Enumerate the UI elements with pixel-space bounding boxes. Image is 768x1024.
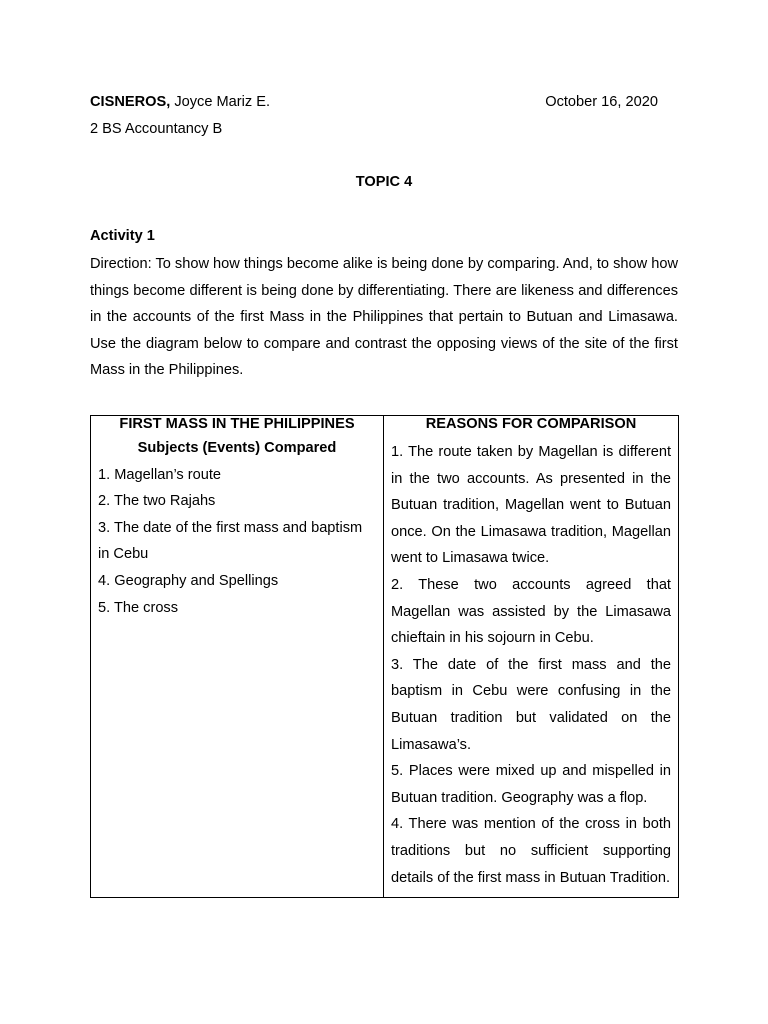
subject-item: 3. The date of the first mass and baptism in Cebu <box>98 519 363 563</box>
reason-item: 3. The date of the first mass and the baptism in Cebu were confusing in the Butuan tradition but validated on the Limasawa’s. <box>391 656 671 753</box>
subject-item: 1. Magellan’s route <box>98 466 222 483</box>
table-row <box>91 416 679 898</box>
left-column-subheader: Subjects (Events) Compared <box>137 440 337 456</box>
subject-item: 4. Geography and Spellings <box>98 572 279 589</box>
activity-direction: Direction: To show how things become alike is being done by comparing. And, to show how things become different is being done by differentiating. There are likeness and differences in the accounts of the first Mass in the Philippines that pertain to Butuan and Limasawa. Use the diagram below to compare and contrast the opposing views of the site of the first Mass in the Philippines. <box>90 256 678 379</box>
reason-item: 5. Places were mixed up and mispelled in Butuan tradition. Geography was a flop. <box>391 763 671 806</box>
reason-item: 2. These two accounts agreed that Magellan was assisted by the Limasawa chieftain in his sojourn in Cebu. <box>391 576 671 647</box>
comparison-table <box>90 415 679 898</box>
student-given-name: Joyce Mariz E. <box>174 94 271 110</box>
left-column-header: FIRST MASS IN THE PHILIPPINES <box>119 416 355 432</box>
reasons-column <box>384 416 679 898</box>
student-course: 2 BS Accountancy B <box>90 121 223 137</box>
topic-title: TOPIC 4 <box>355 174 413 190</box>
subject-item: 5. The cross <box>98 599 179 616</box>
right-column-header: REASONS FOR COMPARISON <box>425 416 637 432</box>
student-name <box>90 92 270 112</box>
document-date: October 16, 2020 <box>545 94 658 110</box>
activity-title: Activity 1 <box>90 228 155 244</box>
document-header <box>90 92 658 114</box>
subject-item: 2. The two Rajahs <box>98 493 216 510</box>
reason-item: 1. The route taken by Magellan is different in the two accounts. As presented in the Butuan tradition, Magellan went to Butuan once. On the Limasawa tradition, Magellan went to Limasawa twice. <box>391 444 671 567</box>
subjects-column <box>91 416 384 898</box>
student-surname: CISNEROS, <box>90 94 171 110</box>
reason-item: 4. There was mention of the cross in both traditions but no sufficient supporting details of the first mass in Butuan Tradition. <box>391 816 671 886</box>
